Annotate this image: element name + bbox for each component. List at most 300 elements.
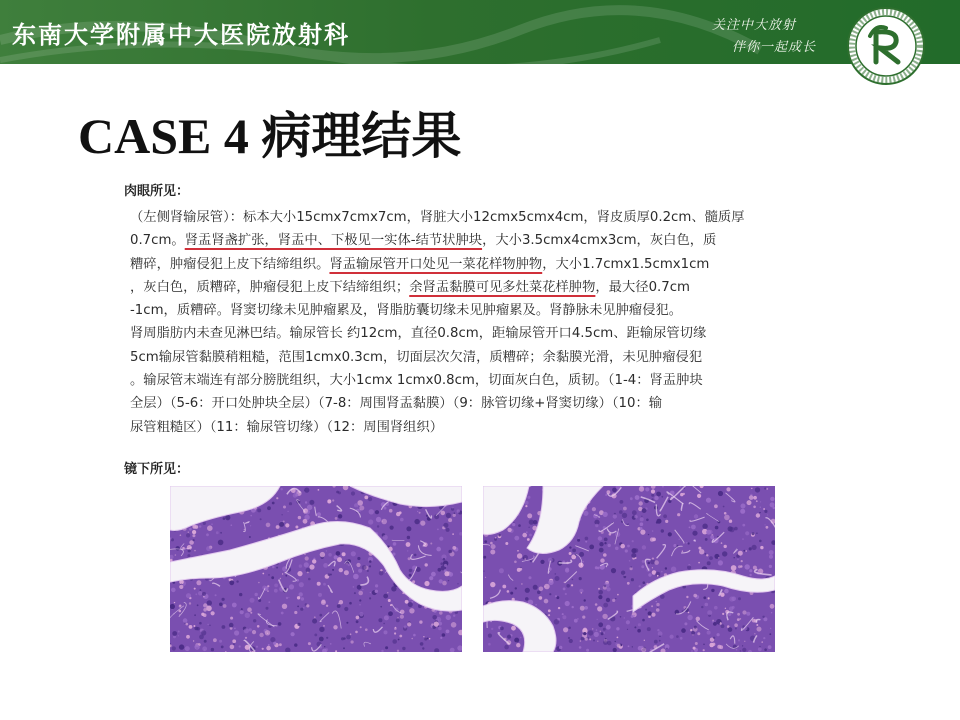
cell-nucleus: [703, 644, 705, 646]
cell-nucleus: [383, 535, 388, 540]
cell-nucleus: [323, 625, 325, 627]
cell-nucleus: [287, 511, 288, 512]
cell-nucleus: [756, 624, 758, 626]
cell-nucleus: [257, 508, 261, 512]
cell-nucleus: [585, 541, 587, 543]
cell-nucleus: [247, 607, 252, 612]
cell-nucleus: [453, 514, 456, 517]
cell-nucleus: [565, 568, 569, 572]
cell-nucleus: [654, 640, 658, 644]
cell-nucleus: [597, 606, 602, 611]
cell-nucleus: [353, 574, 359, 580]
cell-nucleus: [439, 537, 443, 541]
cell-nucleus: [255, 593, 258, 596]
cell-nucleus: [349, 602, 352, 605]
cell-nucleus: [639, 585, 641, 587]
cell-nucleus: [257, 625, 260, 628]
cell-nucleus: [188, 532, 189, 533]
cell-nucleus: [337, 557, 342, 562]
cell-nucleus: [701, 606, 703, 608]
cell-nucleus: [288, 597, 289, 598]
cell-nucleus: [584, 599, 586, 601]
cell-nucleus: [443, 558, 446, 561]
finding-text: -1cm，质糟碎。肾窦切缘未见肿瘤累及，肾脂肪囊切缘未见肿瘤累及。肾静脉未见肿瘤侵犯。: [130, 303, 683, 319]
cell-nucleus: [673, 544, 676, 547]
cell-nucleus: [454, 512, 456, 514]
cell-nucleus: [436, 547, 441, 552]
cell-nucleus: [199, 525, 201, 527]
cell-nucleus: [751, 488, 752, 489]
cell-nucleus: [741, 504, 746, 509]
cell-nucleus: [207, 525, 213, 531]
cell-nucleus: [520, 637, 522, 639]
cell-nucleus: [608, 544, 611, 547]
cell-nucleus: [527, 496, 530, 499]
cell-nucleus: [299, 582, 304, 587]
cell-nucleus: [356, 620, 359, 623]
cell-nucleus: [192, 530, 196, 534]
cell-nucleus: [407, 622, 411, 626]
gross-findings-text: [130, 206, 850, 439]
cell-nucleus: [276, 567, 278, 569]
cell-nucleus: [712, 620, 713, 621]
cell-nucleus: [400, 610, 405, 615]
cell-nucleus: [742, 648, 746, 652]
cell-nucleus: [624, 617, 626, 619]
cell-nucleus: [756, 532, 758, 534]
cell-nucleus: [236, 580, 238, 582]
cell-nucleus: [283, 506, 286, 509]
cell-nucleus: [640, 527, 643, 530]
cell-nucleus: [312, 619, 317, 624]
cell-nucleus: [764, 524, 765, 525]
gross-text-line: [130, 322, 850, 345]
cell-nucleus: [563, 627, 568, 632]
cell-nucleus: [442, 581, 447, 586]
cell-nucleus: [306, 568, 311, 573]
cell-nucleus: [628, 645, 630, 647]
cell-nucleus: [239, 645, 241, 647]
cell-nucleus: [348, 564, 350, 566]
cell-nucleus: [654, 496, 658, 500]
cell-nucleus: [425, 563, 428, 566]
cell-nucleus: [199, 635, 204, 640]
cell-nucleus: [431, 572, 436, 577]
cell-nucleus: [175, 554, 177, 556]
cell-nucleus: [392, 639, 397, 644]
cell-nucleus: [430, 543, 432, 545]
cell-nucleus: [681, 628, 686, 633]
cell-nucleus: [333, 625, 337, 629]
cell-nucleus: [197, 604, 199, 606]
cell-nucleus: [300, 608, 303, 611]
cell-nucleus: [368, 519, 373, 524]
cell-nucleus: [705, 538, 708, 541]
cell-nucleus: [724, 545, 727, 548]
cell-nucleus: [594, 632, 599, 637]
cell-nucleus: [319, 637, 324, 642]
cell-nucleus: [172, 646, 176, 650]
cell-nucleus: [279, 643, 282, 646]
cell-nucleus: [555, 576, 560, 581]
cell-nucleus: [326, 605, 328, 607]
cell-nucleus: [326, 637, 328, 639]
cell-nucleus: [356, 563, 360, 567]
gross-text-line: [130, 369, 850, 392]
cell-nucleus: [599, 548, 604, 553]
cell-nucleus: [766, 526, 769, 529]
cell-nucleus: [749, 569, 752, 572]
cell-nucleus: [586, 649, 589, 652]
cell-nucleus: [490, 582, 495, 587]
cell-nucleus: [297, 606, 299, 608]
cell-nucleus: [631, 615, 634, 618]
cell-nucleus: [631, 578, 634, 581]
cell-nucleus: [186, 533, 190, 537]
cell-nucleus: [207, 624, 208, 625]
cell-nucleus: [697, 494, 701, 498]
cell-nucleus: [651, 605, 653, 607]
cell-nucleus: [677, 513, 680, 516]
cell-nucleus: [620, 616, 622, 618]
cell-nucleus: [648, 611, 652, 615]
cell-nucleus: [656, 492, 661, 497]
cell-nucleus: [308, 642, 311, 645]
cell-nucleus: [562, 613, 564, 615]
cell-nucleus: [215, 594, 217, 596]
cell-nucleus: [581, 637, 585, 641]
cell-nucleus: [444, 564, 447, 567]
cell-nucleus: [204, 640, 207, 643]
cell-nucleus: [598, 595, 602, 599]
cell-nucleus: [713, 622, 717, 626]
cell-nucleus: [583, 511, 588, 516]
cell-nucleus: [651, 494, 654, 497]
cell-nucleus: [600, 631, 601, 632]
cell-nucleus: [203, 522, 206, 525]
cell-nucleus: [438, 627, 442, 631]
cell-nucleus: [582, 616, 585, 619]
cell-nucleus: [691, 650, 693, 652]
cell-nucleus: [446, 630, 450, 634]
cell-nucleus: [612, 599, 615, 602]
cell-nucleus: [252, 630, 256, 634]
cell-nucleus: [384, 507, 387, 510]
cell-nucleus: [640, 517, 644, 521]
cell-nucleus: [179, 585, 183, 589]
cell-nucleus: [359, 599, 361, 601]
cell-nucleus: [663, 514, 667, 518]
cell-nucleus: [688, 542, 690, 544]
cell-nucleus: [295, 526, 298, 529]
cell-nucleus: [369, 565, 371, 567]
cell-nucleus: [756, 500, 758, 502]
cell-nucleus: [764, 648, 767, 651]
cell-nucleus: [357, 557, 360, 560]
finding-text: 糟碎，肿瘤侵犯上皮下结缔组织。: [130, 256, 330, 272]
cell-nucleus: [581, 592, 582, 593]
cell-nucleus: [396, 619, 400, 623]
cell-nucleus: [446, 513, 451, 518]
cell-nucleus: [630, 566, 632, 568]
cell-nucleus: [178, 631, 180, 633]
cell-nucleus: [314, 616, 316, 618]
cell-nucleus: [483, 556, 486, 559]
cell-nucleus: [684, 622, 687, 625]
cell-nucleus: [533, 585, 538, 590]
cell-nucleus: [282, 514, 283, 515]
cell-nucleus: [514, 561, 517, 564]
cell-nucleus: [389, 509, 393, 513]
cell-nucleus: [322, 599, 326, 603]
cell-nucleus: [419, 620, 422, 623]
cell-nucleus: [706, 530, 711, 535]
cell-nucleus: [665, 567, 667, 569]
header-banner: [0, 0, 960, 64]
cell-nucleus: [388, 611, 393, 616]
cell-nucleus: [613, 648, 617, 652]
cell-nucleus: [176, 546, 180, 550]
cell-nucleus: [303, 607, 305, 609]
cell-nucleus: [317, 512, 321, 516]
cell-nucleus: [356, 616, 360, 620]
cell-nucleus: [446, 615, 451, 620]
finding-text: ，大小1.7cmx1.5cmx1cm: [542, 256, 710, 272]
finding-text: 。输尿管末端连有部分膀胱组织，大小1cmx 1cmx0.8cm，切面灰白色，质韧。（1-4：肾盂肿块: [130, 373, 703, 389]
cell-nucleus: [661, 571, 663, 573]
cell-nucleus: [738, 597, 741, 600]
cell-nucleus: [736, 649, 738, 651]
cell-nucleus: [446, 528, 450, 532]
cell-nucleus: [484, 540, 487, 543]
cell-nucleus: [234, 630, 239, 635]
cell-nucleus: [201, 613, 204, 616]
cell-nucleus: [527, 538, 530, 541]
cell-nucleus: [762, 616, 764, 618]
cell-nucleus: [652, 530, 654, 532]
cell-nucleus: [690, 629, 692, 631]
cell-nucleus: [714, 504, 718, 508]
cell-nucleus: [555, 573, 557, 575]
cell-nucleus: [604, 585, 607, 588]
cell-nucleus: [589, 545, 594, 550]
cell-nucleus: [694, 626, 697, 629]
gross-text-line: [130, 299, 850, 322]
cell-nucleus: [351, 551, 356, 556]
cell-nucleus: [734, 623, 738, 627]
cell-nucleus: [517, 550, 519, 552]
cell-nucleus: [563, 588, 566, 591]
cell-nucleus: [266, 646, 271, 651]
cell-nucleus: [502, 585, 506, 589]
cell-nucleus: [717, 633, 720, 636]
cell-nucleus: [448, 550, 452, 554]
cell-nucleus: [598, 590, 603, 595]
cell-nucleus: [605, 494, 607, 496]
cell-nucleus: [258, 582, 260, 584]
cell-nucleus: [332, 499, 334, 501]
cell-nucleus: [565, 601, 570, 606]
cell-nucleus: [606, 598, 610, 602]
cell-nucleus: [294, 611, 297, 614]
cell-nucleus: [188, 549, 191, 552]
cell-nucleus: [757, 627, 762, 632]
gross-text-line: [130, 206, 850, 229]
cell-nucleus: [699, 549, 704, 554]
cell-nucleus: [571, 584, 573, 586]
cell-nucleus: [737, 559, 739, 561]
cell-nucleus: [742, 524, 745, 527]
cell-nucleus: [703, 649, 705, 651]
cell-nucleus: [583, 628, 587, 632]
cell-nucleus: [398, 639, 400, 641]
cell-nucleus: [740, 509, 745, 514]
cell-nucleus: [718, 557, 719, 558]
cell-nucleus: [661, 529, 664, 532]
cell-nucleus: [409, 608, 414, 613]
cell-nucleus: [358, 591, 363, 596]
cell-nucleus: [200, 589, 202, 591]
cell-nucleus: [769, 555, 773, 559]
cell-nucleus: [286, 597, 288, 599]
cell-nucleus: [665, 520, 668, 523]
cell-nucleus: [656, 603, 659, 606]
cell-nucleus: [305, 556, 309, 560]
cell-nucleus: [580, 606, 585, 611]
cell-nucleus: [417, 511, 418, 512]
cell-nucleus: [702, 524, 707, 529]
cell-nucleus: [171, 588, 176, 593]
cell-nucleus: [451, 622, 457, 628]
cell-nucleus: [219, 603, 223, 607]
cell-nucleus: [582, 561, 584, 563]
cell-nucleus: [314, 634, 317, 637]
cell-nucleus: [400, 615, 404, 619]
cell-nucleus: [544, 584, 550, 590]
cell-nucleus: [598, 588, 600, 590]
cell-nucleus: [399, 511, 402, 514]
cell-nucleus: [320, 552, 325, 557]
cell-nucleus: [595, 566, 598, 569]
cell-nucleus: [341, 637, 344, 640]
cell-nucleus: [485, 577, 486, 578]
cell-nucleus: [424, 638, 427, 641]
cell-nucleus: [621, 571, 625, 575]
cell-nucleus: [602, 614, 607, 619]
cell-nucleus: [676, 635, 679, 638]
cell-nucleus: [635, 495, 640, 500]
cell-nucleus: [771, 612, 772, 613]
cell-nucleus: [220, 532, 222, 534]
cell-nucleus: [179, 644, 184, 649]
cell-nucleus: [622, 513, 627, 518]
cell-nucleus: [578, 538, 579, 539]
cell-nucleus: [746, 612, 750, 616]
cell-nucleus: [359, 506, 364, 511]
cell-nucleus: [686, 596, 688, 598]
cell-nucleus: [346, 622, 348, 624]
cell-nucleus: [629, 560, 631, 562]
cell-nucleus: [239, 593, 242, 596]
cell-nucleus: [483, 571, 484, 572]
cell-nucleus: [338, 514, 342, 518]
cell-nucleus: [249, 628, 252, 631]
cell-nucleus: [384, 615, 389, 620]
cell-nucleus: [297, 571, 302, 576]
cell-nucleus: [448, 518, 452, 522]
cell-nucleus: [379, 571, 384, 576]
cell-nucleus: [440, 637, 442, 639]
cell-nucleus: [249, 536, 251, 538]
cell-nucleus: [230, 645, 235, 650]
cell-nucleus: [539, 587, 544, 592]
cell-nucleus: [336, 551, 341, 556]
cell-nucleus: [612, 488, 617, 493]
cell-nucleus: [308, 578, 311, 581]
cell-nucleus: [339, 568, 343, 572]
cell-nucleus: [743, 550, 745, 552]
cell-nucleus: [338, 603, 340, 605]
cell-nucleus: [579, 552, 584, 557]
cell-nucleus: [632, 646, 633, 647]
finding-text: （左侧肾输尿管）：标本大小15cmx7cmx7cm，肾脏大小12cmx5cmx4cm，肾皮质厚0.2cm、髓质厚: [130, 210, 745, 225]
cell-nucleus: [194, 588, 196, 590]
cell-nucleus: [453, 615, 455, 617]
cell-nucleus: [448, 580, 449, 581]
cell-nucleus: [256, 646, 258, 648]
cell-nucleus: [537, 591, 541, 595]
cell-nucleus: [600, 558, 604, 562]
cell-nucleus: [569, 552, 572, 555]
cell-nucleus: [726, 487, 730, 491]
cell-nucleus: [596, 629, 598, 631]
cell-nucleus: [745, 531, 749, 535]
cell-nucleus: [680, 637, 683, 640]
cell-nucleus: [381, 650, 383, 652]
cell-nucleus: [324, 646, 325, 647]
highlighted-finding: 肾盂输尿管开口处见一菜花样物肿物: [329, 256, 543, 272]
cell-nucleus: [342, 552, 346, 556]
cell-nucleus: [298, 516, 301, 519]
cell-nucleus: [397, 617, 399, 619]
cell-nucleus: [709, 643, 714, 648]
cell-nucleus: [452, 533, 454, 535]
cell-nucleus: [584, 606, 588, 610]
cell-nucleus: [196, 580, 201, 585]
cell-nucleus: [180, 534, 182, 536]
cell-nucleus: [645, 487, 649, 491]
cell-nucleus: [267, 585, 269, 587]
cell-nucleus: [597, 641, 598, 642]
cell-nucleus: [442, 633, 446, 637]
cell-nucleus: [388, 599, 391, 602]
gross-findings-label: 肉眼所见：: [124, 184, 190, 199]
cell-nucleus: [735, 628, 737, 630]
cell-nucleus: [232, 639, 236, 643]
cell-nucleus: [359, 604, 360, 605]
cell-nucleus: [406, 526, 411, 531]
cell-nucleus: [291, 632, 295, 636]
cell-nucleus: [566, 584, 570, 588]
cell-nucleus: [525, 588, 530, 593]
cell-nucleus: [615, 598, 616, 599]
cell-nucleus: [328, 499, 332, 503]
cell-nucleus: [627, 522, 629, 524]
cell-nucleus: [615, 547, 619, 551]
cell-nucleus: [617, 637, 619, 639]
cell-nucleus: [579, 646, 582, 649]
cell-nucleus: [580, 640, 582, 642]
